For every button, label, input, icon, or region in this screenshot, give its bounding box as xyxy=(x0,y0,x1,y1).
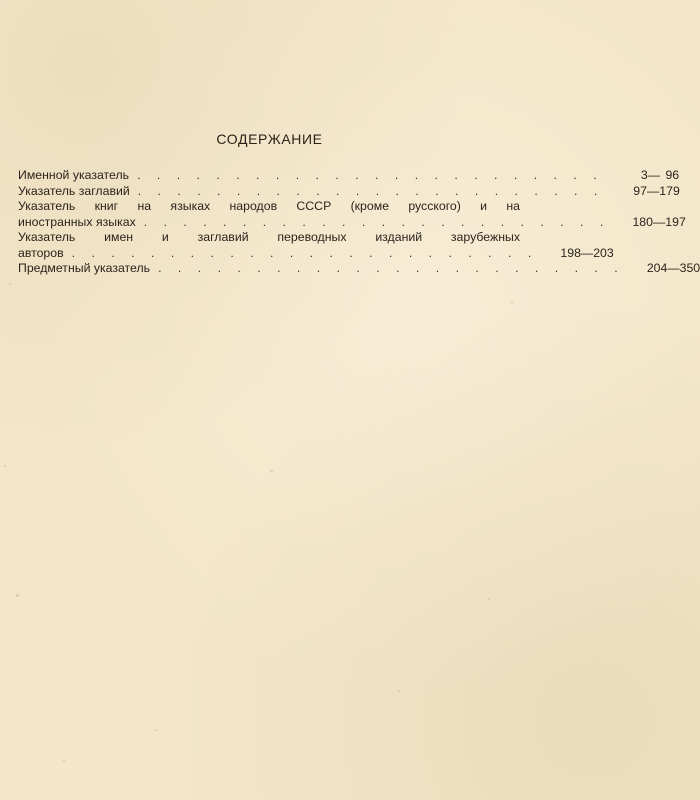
toc-entry-translated-editions xyxy=(18,230,614,261)
toc-leader-dots: . . . . . . . . . . . . . . . . . . . . . . . . xyxy=(137,168,604,182)
toc-entry-title-index xyxy=(18,183,680,200)
toc-entry-pages: 198—203 xyxy=(560,245,614,260)
toc-leader-dots: . . . . . . . . . . . . . . . . . . . . . . . . xyxy=(143,214,610,229)
paper-speck xyxy=(488,598,490,600)
toc-leader-dots: . . . . . . . . . . . . . . . . . . . . . . . . xyxy=(71,245,538,260)
paper-speck xyxy=(63,760,65,762)
paper-speck xyxy=(155,729,157,731)
toc-entry-pages: 204—350 xyxy=(646,261,700,275)
toc-leader-dots: . . . . . . . . . . . . . . . . . . . . . . . . xyxy=(137,183,604,198)
page-title: СОДЕРЖАНИЕ xyxy=(216,131,323,147)
toc-entry-name-index xyxy=(18,168,680,184)
paper-speck xyxy=(16,594,19,597)
paper-speck xyxy=(4,465,6,467)
paper-speck xyxy=(511,302,513,304)
paper-speck xyxy=(270,470,273,472)
toc-entry-title: Указатель заглавий xyxy=(18,183,130,198)
table-of-contents xyxy=(18,168,700,277)
toc-entry-title: Именной указатель xyxy=(18,168,130,182)
toc-entry-title-line2: иностранных языках xyxy=(18,214,136,229)
toc-entry-title: Предметный указатель xyxy=(18,261,151,275)
paper-speck xyxy=(398,690,400,692)
toc-entry-title-line1: Указатель книг на языках народов СССР (кроме русского) и на xyxy=(18,199,520,213)
toc-entry-continuation xyxy=(18,214,686,231)
toc-entry-subject-index xyxy=(18,261,700,277)
toc-entry-pages: 97—179 xyxy=(633,183,680,198)
paper-speck xyxy=(9,283,11,285)
toc-entry-continuation xyxy=(18,245,614,262)
toc-entry-title-line1: Указатель имен и заглавий переводных изданий зарубежных xyxy=(18,230,520,244)
toc-entry-pages: 180—197 xyxy=(632,214,686,229)
toc-entry-title-line2: авторов xyxy=(18,245,64,260)
toc-leader-dots: . . . . . . . . . . . . . . . . . . . . . . . . xyxy=(158,261,625,275)
toc-entry-pages: 3— 96 xyxy=(640,168,680,182)
toc-entry-foreign-languages xyxy=(18,199,686,230)
